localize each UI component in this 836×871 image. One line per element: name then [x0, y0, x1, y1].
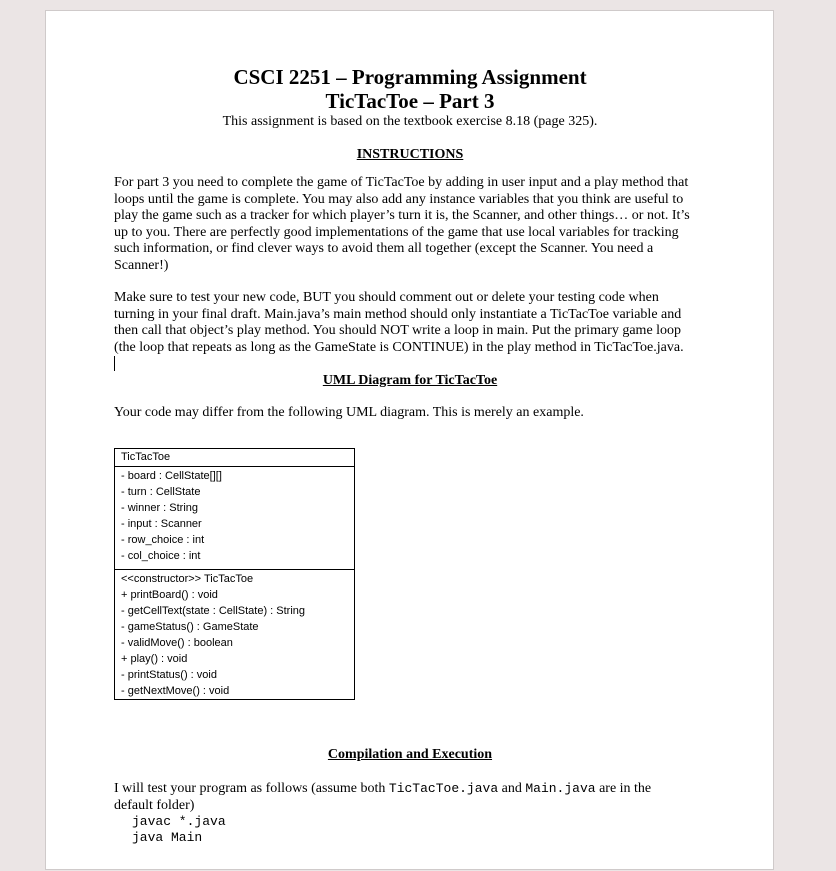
uml-heading: UML Diagram for TicTacToe: [322, 373, 498, 388]
compile-intro-line-2: default folder): [114, 797, 195, 813]
paragraph-1: [114, 175, 706, 274]
uml-method: - gameStatus() : GameState: [121, 621, 259, 633]
uml-method: + printBoard() : void: [121, 589, 218, 601]
uml-method: - getCellText(state : CellState) : String: [121, 605, 306, 617]
paragraph-2: [114, 290, 706, 356]
uml-field: - turn : CellState: [121, 486, 201, 498]
uml-field: - row_choice : int: [121, 534, 205, 546]
subtitle: This assignment is based on the textbook exercise 8.18 (page 325).: [222, 114, 598, 129]
uml-method: - validMove() : boolean: [121, 637, 233, 649]
compile-heading: Compilation and Execution: [327, 747, 493, 762]
paragraph-line: then call that object’s play method. You should NOT write a loop in main. Put the primary game loop: [114, 323, 682, 338]
uml-field: - board : CellState[][]: [121, 470, 222, 482]
paragraph-line: up to you. There are perfectly good implementations of the game that use local variables for tracking: [114, 224, 679, 240]
compile-intro-text: and: [498, 781, 526, 796]
uml-field: - col_choice : int: [121, 550, 201, 562]
compile-intro-text: are in the: [595, 781, 652, 796]
uml-methods: [115, 570, 354, 699]
paragraph-line: For part 3 you need to complete the game of TicTacToe by adding in user input and a play method that: [114, 175, 689, 190]
uml-method: - getNextMove() : void: [121, 685, 230, 697]
paragraph-line: loops until the game is complete. You may also add any instance variables that you think are useful to: [114, 191, 684, 207]
title-line-2: TicTacToe – Part 3: [325, 89, 495, 113]
instructions-heading: INSTRUCTIONS: [356, 147, 464, 162]
compile-intro-line-1: [114, 781, 706, 798]
paragraph-line: play the game such as a tracker for which player’s turn it is, the Scanner, and other things… or not. It’s: [114, 208, 690, 223]
uml-method: <<constructor>> TicTacToe: [121, 573, 254, 585]
document-body: [114, 11, 706, 871]
text-cursor: [114, 356, 115, 371]
uml-fields: [115, 467, 354, 570]
compile-intro-text: I will test your program as follows (assume both: [114, 781, 389, 796]
paragraph-line: turning in your final draft. Main.java’s main method should only instantiate a TicTacToe variable and: [114, 306, 682, 322]
document-page: [45, 10, 774, 870]
paragraph-line: (the loop that repeats as long as the GameState is CONTINUE) in the play method in TicTacToe.java.: [114, 339, 684, 355]
compile-intro: [114, 781, 706, 814]
uml-field: - winner : String: [121, 502, 199, 514]
title-line-1: CSCI 2251 – Programming Assignment: [233, 65, 587, 89]
paragraph-line: Make sure to test your new code, BUT you should comment out or delete your testing code when: [114, 290, 659, 305]
paragraph-line: such information, or find clever ways to avoid them all together (except the Scanner. You need a: [114, 241, 654, 256]
filename-main: Main.java: [525, 781, 596, 796]
uml-intro: Your code may differ from the following UML diagram. This is merely an example.: [114, 405, 584, 420]
filename-tictactoe: TicTacToe.java: [388, 781, 499, 796]
uml-class-diagram: [114, 448, 355, 700]
command-run: java Main: [132, 830, 203, 845]
uml-field: - input : Scanner: [121, 518, 202, 530]
paragraph-line: Scanner!): [114, 257, 169, 273]
command-compile: javac *.java: [132, 814, 226, 829]
uml-method: - printStatus() : void: [121, 669, 217, 681]
uml-method: + play() : void: [121, 653, 188, 665]
uml-class-name: TicTacToe: [115, 449, 354, 467]
